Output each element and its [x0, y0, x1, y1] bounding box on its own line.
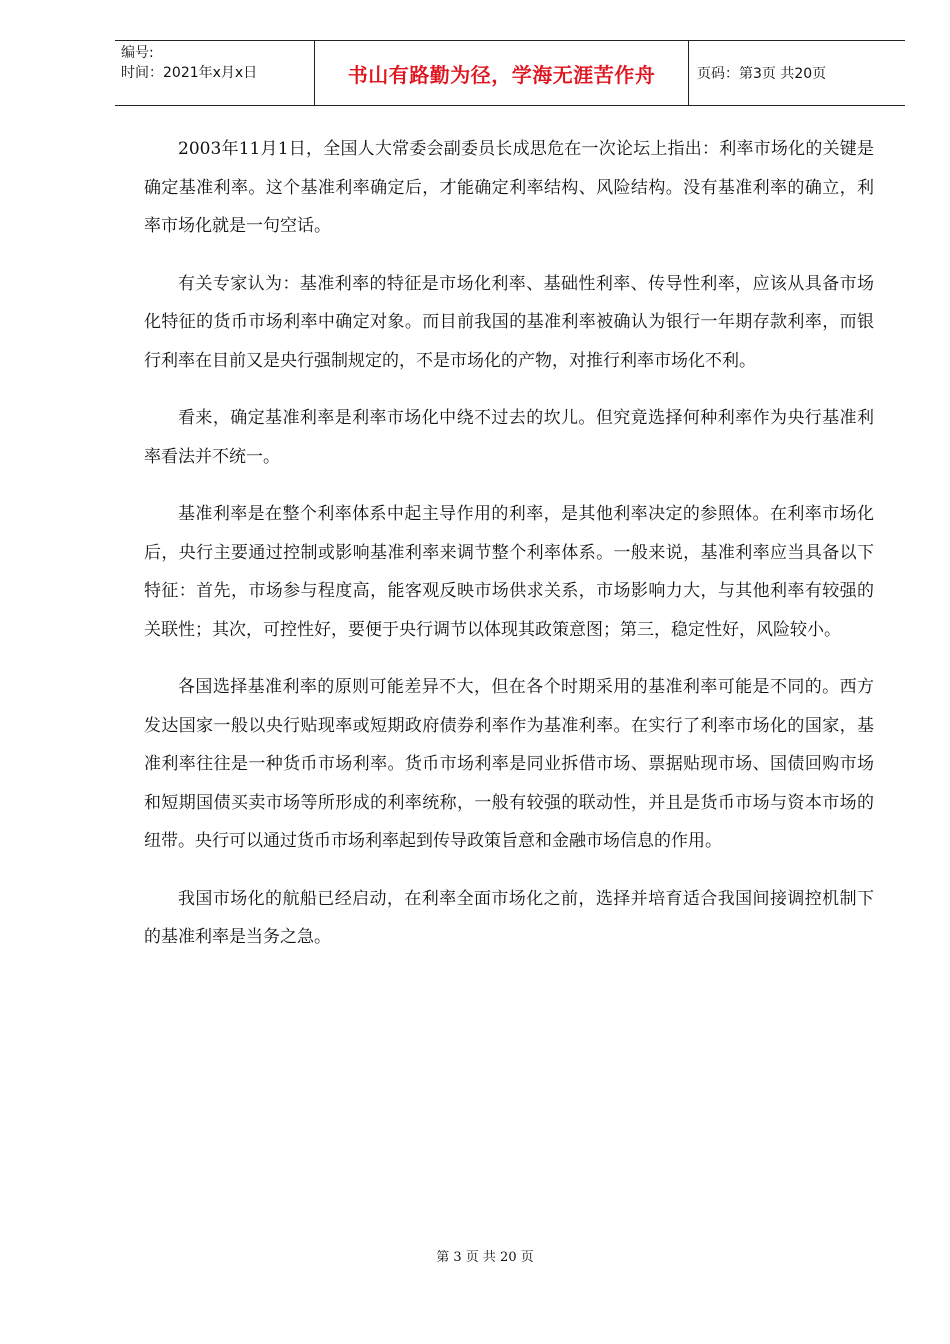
header-page-info: 页码：第3页 共20页: [697, 66, 827, 82]
paragraph: 有关专家认为：基准利率的特征是市场化利率、基础性利率、传导性利率，应该从具备市场化特征的货币市场利率中确定对象。而目前我国的基准利率被确认为银行一年期存款利率，而银行利率在目前又是央行强制规定的，不是市场化的产物，对推行利率市场化不利。: [144, 273, 874, 371]
header-meta: [115, 41, 315, 105]
paragraph: 我国市场化的航船已经启动，在利率全面市场化之前，选择并培育适合我国间接调控机制下的基准利率是当务之急。: [144, 888, 874, 947]
page-footer: 第 3 页 共 20 页: [436, 1250, 534, 1265]
number-label: 编号:: [121, 45, 154, 61]
time-label: 时间：2021年x月x日: [121, 65, 258, 81]
paragraph: 基准利率是在整个利率体系中起主导作用的利率，是其他利率决定的参照体。在利率市场化后，央行主要通过控制或影响基准利率来调节整个利率体系。一般来说，基准利率应当具备以下特征：首先，市场参与程度高，能客观反映市场供求关系，市场影响力大，与其他利率有较强的关联性；其次，可控性好，要便于央行调节以体现其政策意图；第三，稳定性好，风险较小。: [144, 504, 874, 640]
paragraph: 看来，确定基准利率是利率市场化中绕不过去的坎儿。但究竟选择何种利率作为央行基准利率看法并不统一。: [144, 408, 874, 467]
paragraph: 2003年11月1日，全国人大常委会副委员长成思危在一次论坛上指出：利率市场化的关键是确定基准利率。这个基准利率确定后，才能确定利率结构、风险结构。没有基准利率的确立，利率市场化就是一句空话。: [144, 139, 874, 236]
page-header: [115, 40, 905, 106]
document-body: [144, 130, 874, 976]
paragraph: 各国选择基准利率的原则可能差异不大，但在各个时期采用的基准利率可能是不同的。西方发达国家一般以央行贴现率或短期政府债券利率作为基准利率。在实行了利率市场化的国家，基准利率往往是一种货币市场利率。货币市场利率是同业拆借市场、票据贴现市场、国债回购市场和短期国债买卖市场等所形成的利率统称，一般有较强的联动性，并且是货币市场与资本市场的纽带。央行可以通过货币市场利率起到传导政策旨意和金融市场信息的作用。: [144, 677, 874, 851]
header-motto: 书山有路勤为径，学海无涯苦作舟: [315, 41, 689, 105]
